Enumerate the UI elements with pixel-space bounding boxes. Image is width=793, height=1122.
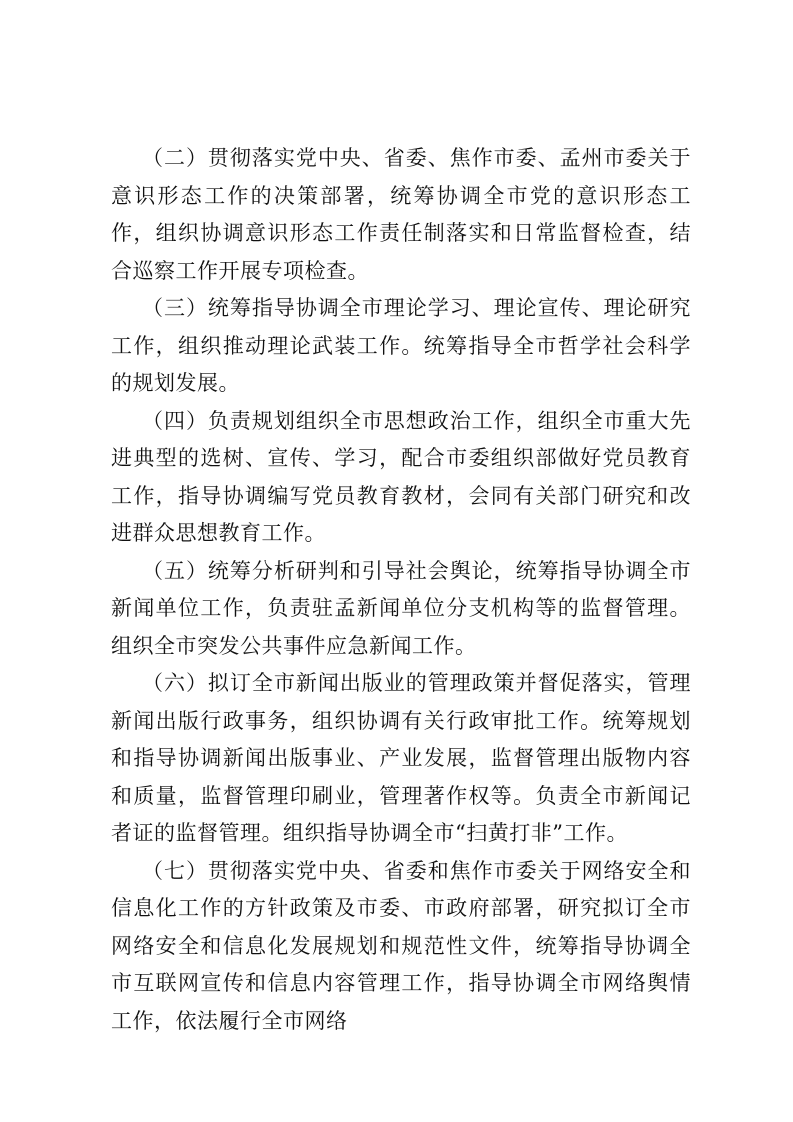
paragraph-7: （七）贯彻落实党中央、省委和焦作市委关于网络安全和信息化工作的方针政策及市委、市政府部署，研究拟订全市网络安全和信息化发展规划和规范性文件，统筹指导协调全市互联网宣传和信息内容管理工作，指导协调全市网络舆情工作，依法履行全市网络 (111, 858, 691, 1033)
paragraph-6: （六）拟订全市新闻出版业的管理政策并督促落实，管理新闻出版行政事务，组织协调有关行政审批工作。统筹规划和指导协调新闻出版事业、产业发展，监督管理出版物内容和质量，监督管理印刷业，管理著作权等。负责全市新闻记者证的监督管理。组织指导协调全市“扫黄打非”工作。 (111, 671, 691, 845)
document-body (111, 140, 691, 1040)
paragraph-2: （二）贯彻落实党中央、省委、焦作市委、孟州市委关于意识形态工作的决策部署，统筹协调全市党的意识形态工作，组织协调意识形态工作责任制落实和日常监督检查，结合巡察工作开展专项检查。 (111, 146, 691, 283)
paragraph-3: （三）统筹指导协调全市理论学习、理论宣传、理论研究工作，组织推动理论武装工作。统筹指导全市哲学社会科学的规划发展。 (111, 296, 691, 395)
paragraph-4: （四）负责规划组织全市思想政治工作，组织全市重大先进典型的选树、宣传、学习，配合市委组织部做好党员教育工作，指导协调编写党员教育教材，会同有关部门研究和改进群众思想教育工作。 (111, 408, 691, 545)
paragraph-5: （五）统筹分析研判和引导社会舆论，统筹指导协调全市新闻单位工作，负责驻孟新闻单位分支机构等的监督管理。组织全市突发公共事件应急新闻工作。 (111, 558, 691, 658)
